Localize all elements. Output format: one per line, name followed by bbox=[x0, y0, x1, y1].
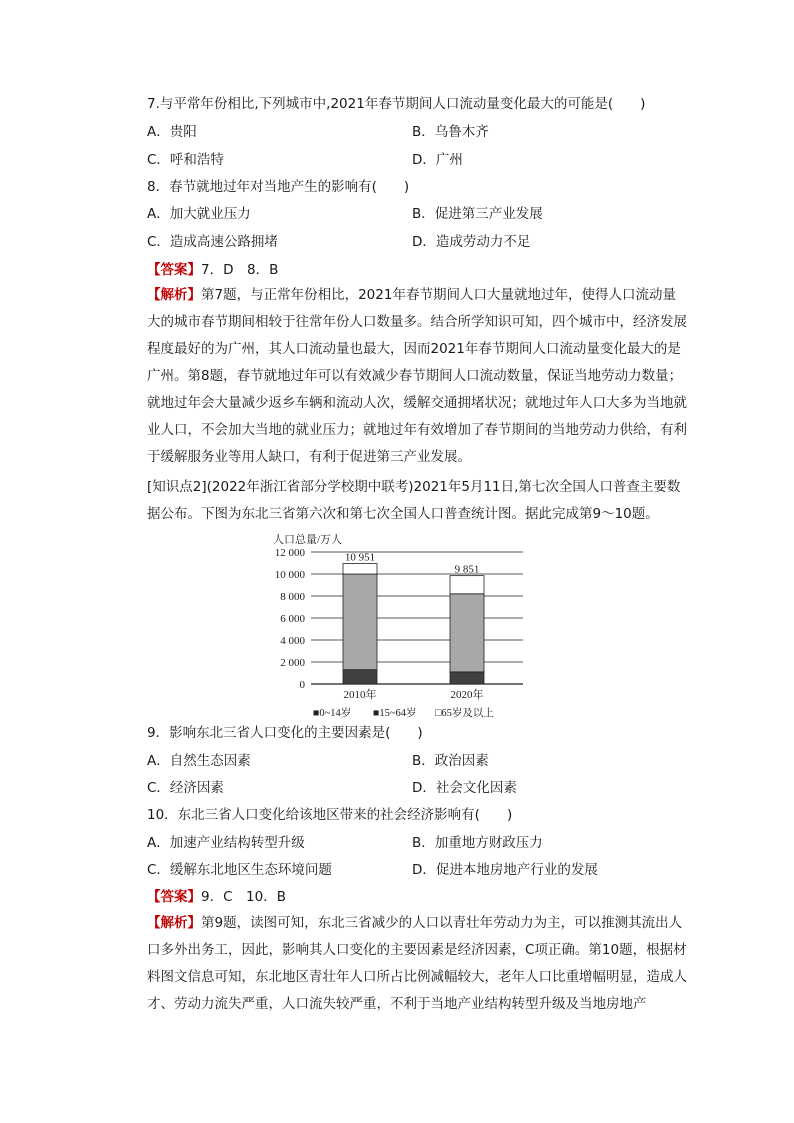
q8-option-d: D．造成劳动力不足 bbox=[412, 234, 531, 250]
y-tick-label: 0 bbox=[299, 679, 305, 691]
q9-option-d: D．社会文化因素 bbox=[412, 780, 517, 796]
legend-entry: □65岁及以上 bbox=[435, 708, 494, 719]
population-stacked-bar-chart bbox=[265, 532, 535, 722]
chart-y-ticks bbox=[275, 547, 306, 691]
analysis-label: 【解析】 bbox=[147, 287, 201, 303]
knowledge-point-intro: [知识点2](2022年浙江省部分学校期中联考)2021年5月11日,第七次全国人口普查主要数据公布。下图为东北三省第六次和第七次全国人口普查统计图。据此完成第9～10题。 bbox=[147, 479, 681, 522]
q8-option-b: B．促进第三产业发展 bbox=[412, 206, 543, 222]
chart-bars bbox=[343, 564, 484, 684]
analysis-7-8 bbox=[147, 282, 687, 471]
analysis-9-10 bbox=[147, 910, 687, 1018]
bar-segment bbox=[343, 564, 377, 574]
q7-option-c: C．呼和浩特 bbox=[147, 152, 224, 168]
q9-option-c: C．经济因素 bbox=[147, 780, 224, 796]
q7-option-b: B．乌鲁木齐 bbox=[412, 124, 489, 140]
bar-segment bbox=[343, 670, 377, 684]
bar-segment bbox=[450, 672, 484, 684]
bar-segment bbox=[450, 576, 484, 594]
y-tick-label: 12 000 bbox=[274, 547, 305, 559]
chart-x-labels bbox=[344, 687, 484, 701]
q7-option-a: A．贵阳 bbox=[147, 124, 197, 140]
answer-7-8 bbox=[147, 261, 278, 279]
y-tick-label: 10 000 bbox=[274, 569, 305, 581]
chart-y-axis-label: 人口总量/万人 bbox=[273, 534, 343, 546]
bar-segment bbox=[343, 574, 377, 670]
bar-total-label: 10 951 bbox=[344, 551, 376, 564]
y-tick-label: 6 000 bbox=[280, 613, 305, 625]
legend-entry: ■0~14岁 bbox=[313, 708, 352, 719]
answer-label: 【答案】 bbox=[147, 262, 201, 278]
bar-segment bbox=[450, 594, 484, 672]
question-10-stem: 10．东北三省人口变化给该地区带来的社会经济影响有( ) bbox=[147, 807, 513, 823]
x-tick-label: 2020年 bbox=[450, 689, 484, 701]
question-7-stem: 7.与平常年份相比,下列城市中,2021年春节期间人口流动量变化最大的可能是( ) bbox=[147, 96, 646, 112]
analysis-text: 第7题，与正常年份相比，2021年春节期间人口大量就地过年，使得人口流动量大的城市春节期间相较于往常年份人口数量多。结合所学知识可知，四个城市中，经济发展程度最好的为广州，其人口流动量也最大，因而2021年春节期间人口流动量变化最大的是广州。第8题，春节就地过年可以有效减少春节期间人口流动数量，保证当地劳动力数量；就地过年会大量减少返乡车辆和流动人次，缓解交通拥堵状况；就地过年人口大多为当地就业人口，不会加大当地的就业压力；就地过年有效增加了春节期间的当地劳动力供给，有利于缓解服务业等用人缺口，有利于促进第三产业发展。 bbox=[147, 287, 687, 465]
analysis-label: 【解析】 bbox=[147, 915, 201, 931]
analysis-text: 第9题，读图可知，东北三省减少的人口以青壮年劳动力为主，可以推测其流出人口多外出务工，因此，影响其人口变化的主要因素是经济因素，C项正确。第10题，根据材料图文信息可知，东北地区青壮年人口所占比例减幅较大，老年人口比重增幅明显，造成人才、劳动力流失严重，人口流失较严重，不利于当地产业结构转型升级及当地房地产 bbox=[147, 915, 687, 1012]
q7-option-d: D．广州 bbox=[412, 152, 463, 168]
y-tick-label: 2 000 bbox=[280, 657, 305, 669]
chart-legend bbox=[313, 706, 494, 719]
q10-option-d: D．促进本地房地产行业的发展 bbox=[412, 862, 598, 878]
answer-9-10 bbox=[147, 888, 286, 906]
q10-option-c: C．缓解东北地区生态环境问题 bbox=[147, 862, 332, 878]
q10-option-a: A．加速产业结构转型升级 bbox=[147, 835, 305, 851]
q9-option-a: A．自然生态因素 bbox=[147, 753, 251, 769]
x-tick-label: 2010年 bbox=[343, 689, 377, 701]
q8-option-c: C．造成高速公路拥堵 bbox=[147, 234, 278, 250]
answer-label: 【答案】 bbox=[147, 889, 201, 905]
y-tick-label: 8 000 bbox=[280, 591, 305, 603]
bar-total-label: 9 851 bbox=[454, 563, 480, 576]
question-9-stem: 9．影响东北三省人口变化的主要因素是( ) bbox=[147, 725, 423, 741]
question-8-stem: 8．春节就地过年对当地产生的影响有( ) bbox=[147, 179, 410, 195]
answer-text: 7．D 8．B bbox=[201, 262, 279, 278]
q10-option-b: B．加重地方财政压力 bbox=[412, 835, 543, 851]
legend-entry: ■15~64岁 bbox=[373, 708, 417, 719]
answer-text: 9．C 10．B bbox=[201, 889, 286, 905]
q9-option-b: B．政治因素 bbox=[412, 753, 489, 769]
q8-option-a: A．加大就业压力 bbox=[147, 206, 251, 222]
y-tick-label: 4 000 bbox=[280, 635, 305, 647]
